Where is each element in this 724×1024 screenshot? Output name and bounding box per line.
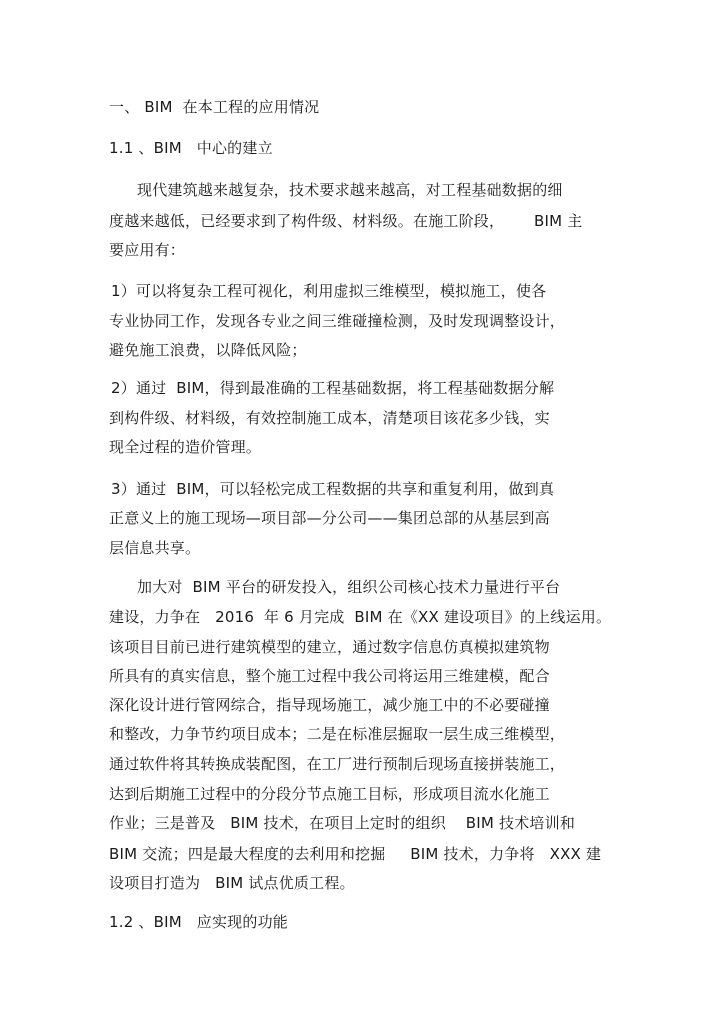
paragraph-line: 达到后期施工过程中的分段分节点施工目标，形成项目流水化施工 [109, 785, 550, 803]
paragraph-line: 现代建筑越来越复杂，技术要求越来越高，对工程基础数据的细 [137, 181, 563, 199]
list-item-line: 现全过程的造价管理。 [109, 438, 262, 456]
paragraph-line: 和整改，力争节约项目成本；二是在标准层掘取一层生成三维模型， [109, 725, 566, 743]
section-heading: 一、 BIM 在本工程的应用情况 [109, 98, 320, 116]
paragraph-line: 要应用有： [109, 241, 186, 259]
list-item-line: 层信息共享。 [109, 539, 201, 557]
list-item-line: 1）可以将复杂工程可视化，利用虚拟三维模型，模拟施工，使各 [111, 282, 547, 300]
paragraph-line: 建设，力争在 2016 年 6 月完成 BIM 在《XX 建设项目》的上线运用。 [109, 608, 612, 626]
list-item-line: 避免施工浪费，以降低风险； [109, 341, 307, 359]
paragraph-line: BIM 交流；四是最大程度的去利用和挖掘 BIM 技术，力争将 XXX 建 [109, 845, 602, 863]
paragraph-line: 所具有的真实信息，整个施工过程中我公司将运用三维建模，配合 [109, 667, 550, 685]
list-item-line: 3）通过 BIM，可以轻松完成工程数据的共享和重复利用，做到真 [111, 480, 555, 498]
paragraph-line: 作业；三是普及 BIM 技术，在项目上定时的组织 BIM 技术培训和 [109, 814, 576, 832]
list-item-line: 到构件级、材料级，有效控制施工成本，清楚项目该花多少钱，实 [109, 409, 550, 427]
paragraph-line: 加大对 BIM 平台的研发投入，组织公司核心技术力量进行平台 [137, 578, 561, 596]
subsection-heading: 1.2 、BIM 应实现的功能 [109, 913, 288, 931]
paragraph-line: 设项目打造为 BIM 试点优质工程。 [109, 874, 355, 892]
paragraph-line: 度越来越低，已经要求到了构件级、材料级。在施工阶段， BIM 主 [109, 212, 583, 230]
list-item-line: 专业协同工作，发现各专业之间三维碰撞检测，及时发现调整设计， [109, 312, 566, 330]
list-item-line: 正意义上的施工现场—项目部—分公司——集团总部的从基层到高 [109, 509, 550, 527]
paragraph-line: 该项目目前已进行建筑模型的建立，通过数字信息仿真模拟建筑物 [109, 638, 550, 656]
paragraph-line: 深化设计进行管网综合，指导现场施工，减少施工中的不必要碰撞 [109, 696, 550, 714]
subsection-heading: 1.1 、BIM 中心的建立 [109, 139, 273, 157]
paragraph-line: 通过软件将其转换成装配图，在工厂进行预制后现场直接拼装施工， [109, 755, 566, 773]
list-item-line: 2）通过 BIM，得到最准确的工程基础数据，将工程基础数据分解 [111, 379, 555, 397]
